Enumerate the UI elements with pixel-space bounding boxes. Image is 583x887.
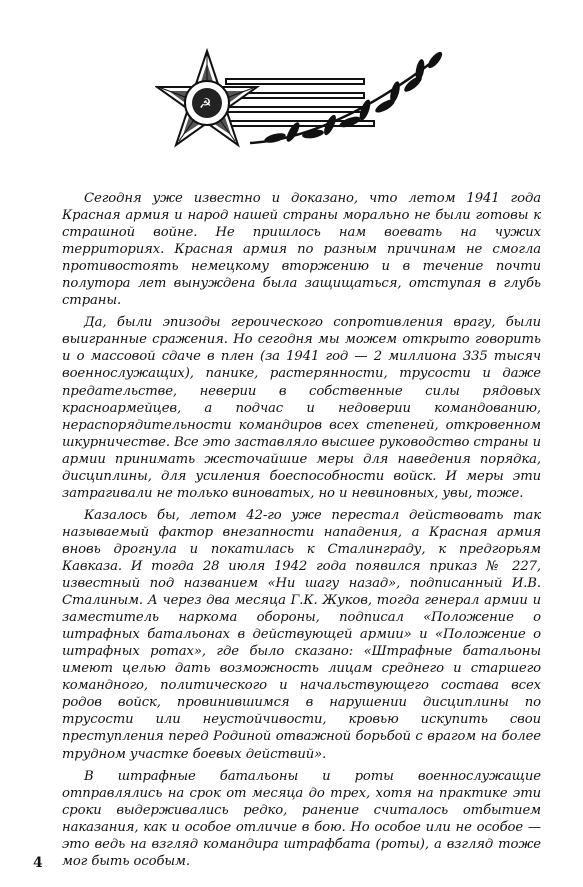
paragraph-4: В штрафные батальоны и роты военнослужащие отправлялись на срок от месяца до трех, хотя на практике эти сроки выдерживались редко, ранение считалось отбытием наказания, как и особое отличие в бою. Но особое или не особое — это ведь на взгляд командира штрафбата (роты), а взгляд тоже мог быть особым. [62, 768, 541, 869]
svg-text:☭: ☭ [199, 96, 212, 112]
paragraph-2: Да, были эпизоды героического сопротивления врагу, были выигранные сражения. Но сегодня мы можем открыто говорить и о массовой сдаче в плен (за 1941 год — 2 миллиона 335 тысяч военнослужащих), панике, растерянности, трусости и даже предательстве, неверии в собственные силы рядовых красноармейцев, а подчас и недоверии командованию, нераспорядительности командиров всех степеней, откровенном шкурничестве. Все это заставляло высшее руководство страны и армии принимать жесточайшие меры для наведения порядка, дисциплины, для усиления боеспособности войск. И меры эти затрагивали не только виноватых, но и невиновных, увы, тоже. [62, 315, 541, 501]
paragraph-1: Сегодня уже известно и доказано, что летом 1941 года Красная армия и народ нашей страны морально не были готовы к страшной войне. Не пришлось нам воевать на чужих территориях. Красная армия по разным причинам не смогла противостоять немецкому вторжению и в течение почти полутора лет вынуждена была защищаться, отступая в глубь страны. [62, 191, 541, 309]
paragraph-3: Казалось бы, летом 42-го уже перестал действовать так называемый фактор внезапности нападения, а Красная армия вновь дрогнула и покатилась к Сталинграду, к предгорьям Кавказа. И тогда 28 июля 1942 года появился приказ № 227, известный под названием «Ни шагу назад», подписанный И.В. Сталиным. А через два месяца Г.К. Жуков, тогда генерал армии и заместитель наркома обороны, подписал «Положение о штрафных батальонах в действующей армии» и «Положение о штрафных ротах», где было сказано: «Штрафные батальоны имеют целью дать возможность лицам среднего и старшего командного, политического и начальствующего состава всех родов войск, провинившимся в нарушении дисциплины по трусости или неустойчивости, кровью искупить свои преступления перед Родиной отважной борьбой с врагом на более трудном участке боевых действий». [62, 507, 541, 762]
body-text [62, 190, 541, 875]
order-of-patriotic-war-emblem [155, 48, 445, 158]
page-number: 4 [33, 855, 43, 871]
